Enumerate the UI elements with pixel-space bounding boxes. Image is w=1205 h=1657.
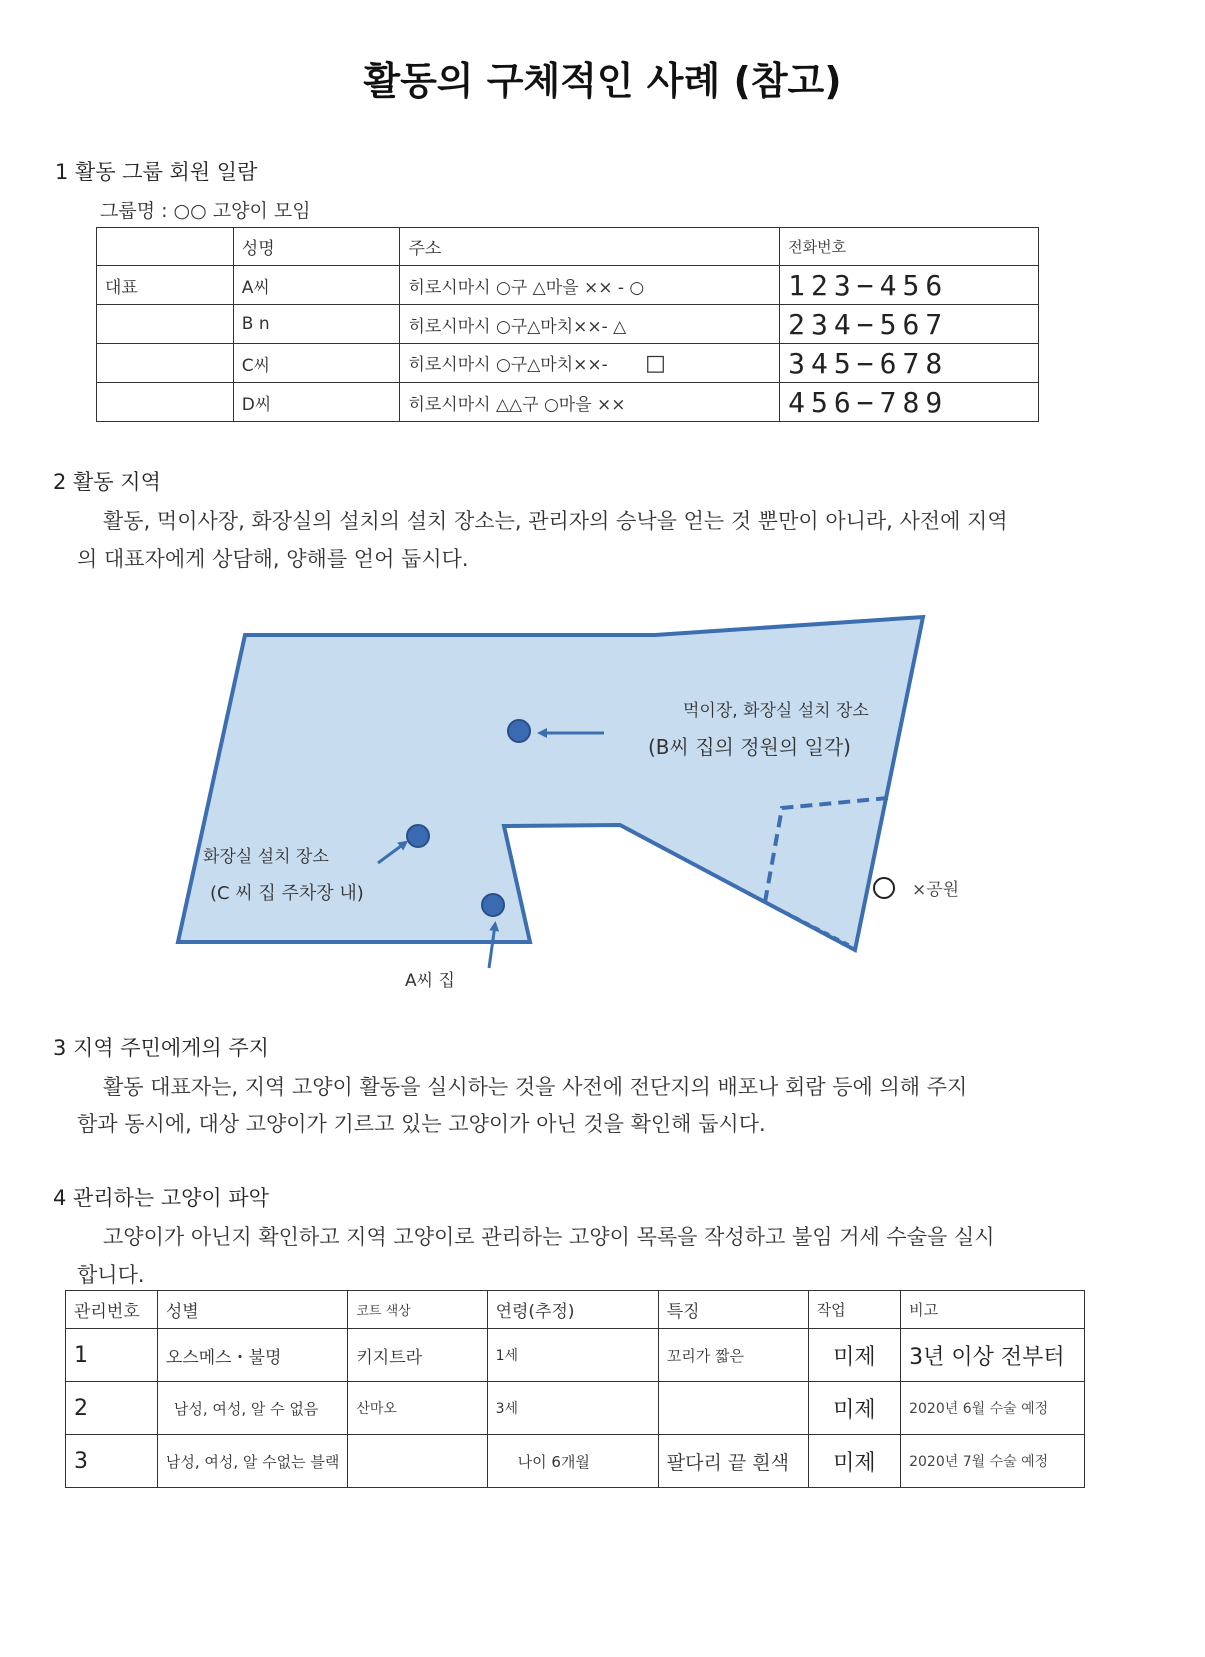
square-mark: □: [645, 351, 666, 376]
member-phone: 234−567: [780, 305, 1039, 344]
cat-note: 3년 이상 전부터: [901, 1329, 1085, 1382]
cat-age: 3세: [487, 1382, 658, 1435]
member-phone: 345−678: [780, 344, 1039, 383]
a-house-marker: [482, 894, 504, 916]
section3-heading: 3 지역 주민에게의 주지: [53, 1036, 269, 1060]
cat-table-header: [66, 1291, 1085, 1329]
cat-age: 1세: [487, 1329, 658, 1382]
cat-work: 미제: [808, 1329, 901, 1382]
cat-feature: [658, 1382, 808, 1435]
header-coat: 코트 색상: [348, 1291, 487, 1329]
feeding-spot-marker: [508, 720, 530, 742]
header-note: 비고: [901, 1291, 1085, 1329]
section3-line2: 함과 동시에, 대상 고양이가 기르고 있는 고양이가 아닌 것을 확인해 둡시다.: [77, 1112, 766, 1136]
member-address: 히로시마시 ○구 △마을 ×× - ○: [400, 266, 780, 305]
park-marker-icon: [874, 878, 894, 898]
cat-sex: 남성, 여성, 알 수없는 블랙: [157, 1435, 348, 1488]
header-work: 작업: [808, 1291, 901, 1329]
cat-coat: 키지트라: [348, 1329, 487, 1382]
cat-no: 1: [66, 1329, 158, 1382]
toilet-label: 화장실 설치 장소: [203, 847, 329, 867]
header-address: 주소: [400, 228, 780, 266]
feeding-label: 먹이장, 화장실 설치 장소: [683, 701, 869, 721]
section4-line2: 합니다.: [77, 1263, 145, 1287]
member-phone: 123−456: [780, 266, 1039, 305]
cat-work: 미제: [808, 1382, 901, 1435]
header-feature: 특징: [658, 1291, 808, 1329]
member-role: 대표: [97, 266, 234, 305]
feeding-label-sub: (B씨 집의 정원의 일각): [648, 735, 851, 759]
cat-feature: 팔다리 끝 흰색: [658, 1435, 808, 1488]
section2-heading: 2 활동 지역: [53, 470, 161, 494]
cat-coat: [348, 1435, 487, 1488]
cat-note: 2020년 7월 수술 예정: [901, 1435, 1085, 1488]
section2-line2: 의 대표자에게 상담해, 양해를 얻어 둡시다.: [77, 547, 469, 571]
header-age: 연령(추정): [487, 1291, 658, 1329]
member-address: 히로시마시 △△구 ○마을 ××: [400, 383, 780, 422]
group-name: 그룹명 : ○○ 고양이 모임: [100, 200, 311, 222]
toilet-label-sub: (C 씨 집 주차장 내): [210, 883, 364, 904]
table-row: [66, 1435, 1085, 1488]
a-house-label: A씨 집: [405, 971, 455, 991]
member-name: A씨: [233, 266, 400, 305]
cat-coat: 산마오: [348, 1382, 487, 1435]
cat-no: 3: [66, 1435, 158, 1488]
member-address: 히로시마시 ○구△마치××-: [408, 355, 608, 375]
member-name: D씨: [233, 383, 400, 422]
table-row: [66, 1382, 1085, 1435]
cat-sex: 남성, 여성, 알 수 없음: [157, 1382, 348, 1435]
park-label: ×공원: [912, 880, 960, 900]
header-name: 성명: [233, 228, 400, 266]
cat-sex: 오스메스・불명: [157, 1329, 348, 1382]
section3-line1: 활동 대표자는, 지역 고양이 활동을 실시하는 것을 사전에 전단지의 배포나 회람 등에 의해 주지: [103, 1075, 968, 1099]
cat-note: 2020년 6월 수술 예정: [901, 1382, 1085, 1435]
section4-heading: 4 관리하는 고양이 파악: [53, 1186, 269, 1210]
cat-no: 2: [66, 1382, 158, 1435]
page-title: 활동의 구체적인 사례 (참고): [363, 59, 842, 103]
member-name: B n: [233, 305, 400, 344]
header-phone: 전화번호: [780, 228, 1039, 266]
cat-table: [65, 1290, 1085, 1488]
cat-feature: 꼬리가 짧은: [658, 1329, 808, 1382]
member-phone: 456−789: [780, 383, 1039, 422]
header-no: 관리번호: [66, 1291, 158, 1329]
toilet-spot-marker: [407, 825, 429, 847]
member-name: C씨: [233, 344, 400, 383]
member-address: 히로시마시 ○구△마치××- △: [400, 305, 780, 344]
section1-heading: 1 활동 그룹 회원 일람: [55, 160, 258, 184]
header-sex: 성별: [157, 1291, 348, 1329]
section2-line1: 활동, 먹이사장, 화장실의 설치의 설치 장소는, 관리자의 승낙을 얻는 것 뿐만이 아니라, 사전에 지역: [103, 509, 1008, 533]
section4-line1: 고양이가 아닌지 확인하고 지역 고양이로 관리하는 고양이 목록을 작성하고 불임 거세 수술을 실시: [103, 1225, 995, 1249]
table-row: [66, 1329, 1085, 1382]
cat-age: 나이 6개월: [487, 1435, 658, 1488]
cat-work: 미제: [808, 1435, 901, 1488]
